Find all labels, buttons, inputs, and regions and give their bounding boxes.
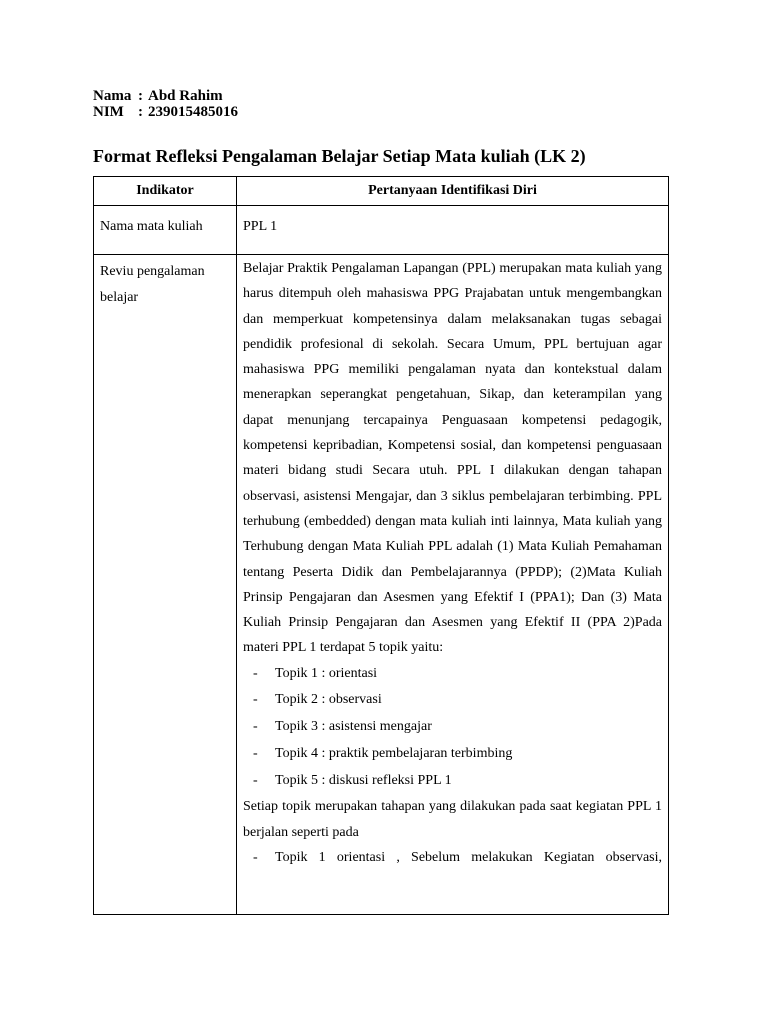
header-indikator: Indikator	[94, 177, 237, 206]
name-separator: :	[138, 88, 143, 104]
indicator-course-name: Nama mata kuliah	[100, 219, 203, 234]
topic-text: Topik 1 : orientasi	[275, 665, 378, 681]
list-item	[253, 768, 668, 795]
list-item	[253, 714, 668, 741]
reflection-table	[93, 176, 669, 915]
table-cell	[237, 255, 669, 915]
bullet-dash: -	[253, 692, 258, 708]
header-pertanyaan: Pertanyaan Identifikasi Diri	[237, 177, 669, 206]
table-row	[94, 255, 669, 915]
table-cell	[94, 206, 237, 255]
bullet-dash: -	[253, 772, 258, 788]
document-title: Format Refleksi Pengalaman Belajar Setiap Mata kuliah (LK 2)	[93, 146, 586, 166]
list-item	[253, 741, 668, 768]
student-name-row	[93, 88, 238, 104]
nim-label: NIM	[93, 104, 124, 120]
bullet-dash: -	[253, 849, 258, 865]
student-info	[93, 88, 238, 120]
stages-paragraph: Setiap topik merupakan tahapan yang dilakukan pada saat kegiatan PPL 1 berjalan seperti pada	[243, 799, 662, 840]
orientation-text: Topik 1 orientasi , Sebelum melakukan Kegiatan observasi,	[275, 849, 662, 865]
answer-course-name: PPL 1	[243, 219, 278, 234]
indicator-review: Reviu pengalaman belajar	[100, 264, 205, 305]
nim-value: 239015485016	[148, 104, 238, 120]
bullet-dash: -	[253, 719, 258, 735]
name-value: Abd Rahim	[148, 88, 223, 104]
topic-text: Topik 2 : observasi	[275, 692, 382, 708]
nim-separator: :	[138, 104, 143, 120]
bullet-dash: -	[253, 745, 258, 761]
review-content	[237, 255, 668, 914]
list-item	[237, 845, 668, 871]
bullet-dash: -	[253, 665, 258, 681]
student-nim-row	[93, 104, 238, 120]
name-label: Nama	[93, 88, 132, 104]
list-item	[253, 687, 668, 714]
table-cell	[94, 255, 237, 915]
topic-list	[237, 661, 668, 795]
table-cell	[237, 206, 669, 255]
review-paragraph: Belajar Praktik Pengalaman Lapangan (PPL) merupakan mata kuliah yang harus ditempuh oleh mahasiswa PPG Prajabatan untuk mengembangkan dan memperkuat kompetensinya dalam melaksanakan tugas sebagai pendidik profesional di sekolah. Secara Umum, PPL bertujuan agar mahasiswa PPG memiliki pengalaman nyata dan kontekstual dalam menerapkan seperangkat pengetahuan, Sikap, dan keterampilan yang dapat menunjang tercapainya Penguasaan kompetensi pedagogik, kompetensi kepribadian, Kompetensi sosial, dan kompetensi penguasaan materi bidang studi Secara utuh. PPL I dilakukan dengan tahapan observasi, asistensi Mengajar, dan 3 siklus pembelajaran terbimbing. PPL terhubung (embedded) dengan mata kuliah inti lainnya, Mata kuliah yang Terhubung dengan Mata Kuliah PPL adalah (1) Mata Kuliah Pemahaman tentang Peserta Didik dan Pembelajarannya (PPDP); (2)Mata Kuliah Prinsip Pengajaran dan Asesmen yang Efektif I (PPA1); Dan (3) Mata Kuliah Prinsip Pengajaran dan Asesmen yang Efektif II (PPA 2)Pada materi PPL 1 terdapat 5 topik yaitu:	[243, 261, 662, 656]
list-item	[253, 661, 668, 688]
table-header-row	[94, 177, 669, 206]
topic-text: Topik 3 : asistensi mengajar	[275, 719, 432, 735]
topic-text: Topik 5 : diskusi refleksi PPL 1	[275, 772, 452, 788]
topic-text: Topik 4 : praktik pembelajaran terbimbing	[275, 745, 513, 761]
table-row	[94, 206, 669, 255]
